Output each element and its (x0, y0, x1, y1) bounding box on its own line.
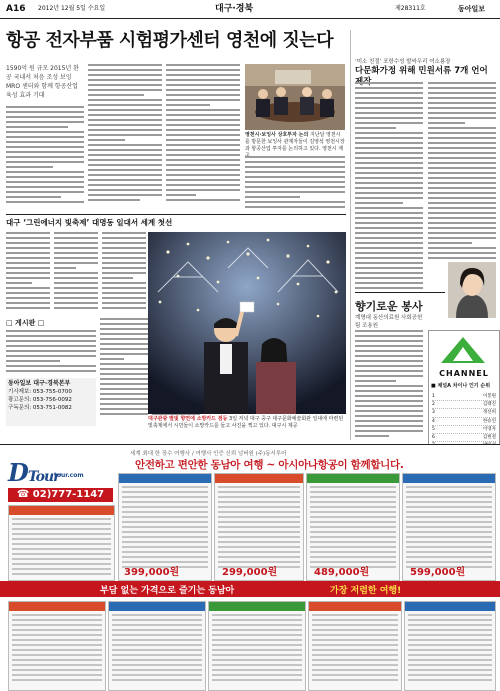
ad-package-block (208, 601, 306, 691)
channel-ranking-list (432, 393, 496, 450)
section-title: 대구·경북 (215, 4, 254, 14)
ad-logo-text: Tour (27, 469, 60, 485)
ad-banner-text: 부담 없는 가격으로 즐기는 동남아 (100, 586, 235, 596)
channel-a-ranking-box (428, 330, 500, 450)
volunteer-body (355, 330, 423, 440)
side-divider (355, 292, 445, 293)
ad-slogan: 안전하고 편안한 동남아 여행 ~ 아시아나항공이 함께합니다. (135, 459, 404, 471)
portrait-art (448, 262, 496, 318)
ranking-row: 1 이봉원 (432, 393, 496, 401)
ad-banner-text-2: 가장 저렴한 여행! (330, 586, 402, 596)
ad-package-block (404, 601, 496, 691)
ad-logo-domain: tour.com (54, 472, 84, 479)
ad-package-block (308, 601, 402, 691)
festival-caption-text: 3일 저녁 대구 중구 대구문화예술회관 일대에 마련된 빛축제에서 시민들이 소망카드를 들고 사진을 찍고 있다. 대구시 제공 (148, 416, 344, 429)
ad-package-block (108, 601, 206, 691)
side-body-col2 (428, 82, 496, 262)
ad-logo-prefix: D (8, 458, 28, 487)
ranking-row: 2 김태진 (432, 401, 496, 409)
second-body-col3 (102, 232, 146, 312)
travel-advertisement (0, 444, 500, 691)
ad-topline: 세계 최대 한 장수 여행사 / 여행사 인증 신뢰 넘버원 (주)동서투어 (130, 451, 287, 457)
newspaper-brand: 동아일보 (458, 5, 486, 13)
ranking-row: 5 이영자 (432, 426, 496, 434)
channel-a-logo-icon (439, 335, 487, 365)
page-folio (0, 0, 500, 19)
meeting-photo-art (245, 64, 345, 130)
issue-number: 제28311호 (395, 5, 426, 12)
meeting-caption-text: 지난달 영천시를 방문한 보잉사 관계자들이 김영석 영천시장과 항공산업 투자를 논의하고 있다. 영천시 제 (245, 132, 345, 152)
channel-ranking-title: ■ 채널A 차이나 인기 순위 (431, 383, 491, 389)
festival-photo-art (148, 232, 346, 414)
page-number: A16 (6, 4, 26, 14)
bureau-row: 구독문의: 053-751-0082 (8, 405, 72, 411)
ad-logo (8, 458, 113, 488)
ad-price: 599,000원 (410, 567, 466, 578)
festival-photo-caption (148, 416, 348, 430)
ad-price: 399,000원 (124, 567, 180, 578)
second-body-col1 (6, 232, 50, 312)
second-headline: 대구 ‘그린에너지 빛축제’ 대명동 일대서 세계 첫선 (6, 218, 173, 227)
ad-package-block (8, 505, 115, 581)
festival-photo (148, 232, 346, 414)
ad-price: 299,000원 (222, 567, 278, 578)
volunteer-column (355, 300, 427, 330)
section-divider (6, 214, 346, 215)
ranking-row: 6 김현철 (432, 434, 496, 442)
bureau-row: 광고문의: 053-756-0092 (8, 397, 72, 403)
volunteer-subtitle: 계명대 동산의료원 사회공헌팀 조용원 (355, 315, 423, 329)
ad-phone: ☎ 02)777-1147 (8, 488, 113, 502)
ad-price: 489,000원 (314, 567, 370, 578)
ad-banner (0, 581, 500, 597)
main-headline: 항공 전자부품 시험평가센터 영천에 짓는다 (6, 30, 334, 51)
meeting-photo (245, 64, 345, 130)
bureau-row: 기사제보: 053-755-0700 (8, 389, 72, 395)
meeting-caption-title: 영천시·보잉사 상호투자 논의 (245, 132, 309, 138)
main-body-col1 (6, 106, 84, 206)
portrait-photo (448, 262, 496, 318)
main-body-col3 (166, 64, 240, 204)
publication-date: 2012년 12월 5일 수요일 (38, 5, 106, 12)
festival-caption-title: 대구관광 별빛 향연에 소망카드 점등 (148, 416, 228, 422)
main-body-col2 (88, 64, 162, 204)
ranking-row: 4 한승연 (432, 418, 496, 426)
bureau-info-box (6, 378, 96, 426)
main-lead: 1590억 원 규모 2015년 완공 국내서 처음 조성 보잉 MRO 센터와 함께 항공산업 육성 효과 기대 (6, 65, 79, 99)
main-body-col4 (245, 156, 345, 211)
channel-name: CHANNEL (439, 369, 489, 378)
bulletin-body (6, 330, 96, 375)
side-story-headline: 다문화가정 위해 민원서류 7개 언어 (355, 66, 488, 76)
ranking-row: 3 정선희 (432, 409, 496, 417)
second-body-col2 (54, 232, 98, 312)
column-divider (350, 30, 351, 440)
bureau-name: 동아일보 대구·경북본부 (8, 380, 71, 387)
second-body-col4 (100, 318, 148, 418)
side-body-col1 (355, 82, 423, 292)
bulletin-title: □ 게시판 □ (6, 319, 45, 327)
ad-package-block (8, 601, 106, 691)
volunteer-title: 향기로운 봉사 (355, 300, 423, 313)
side-story-tag: ‘미소 친절’ 포항수성 발싸우리 여소룡장 (355, 59, 451, 65)
